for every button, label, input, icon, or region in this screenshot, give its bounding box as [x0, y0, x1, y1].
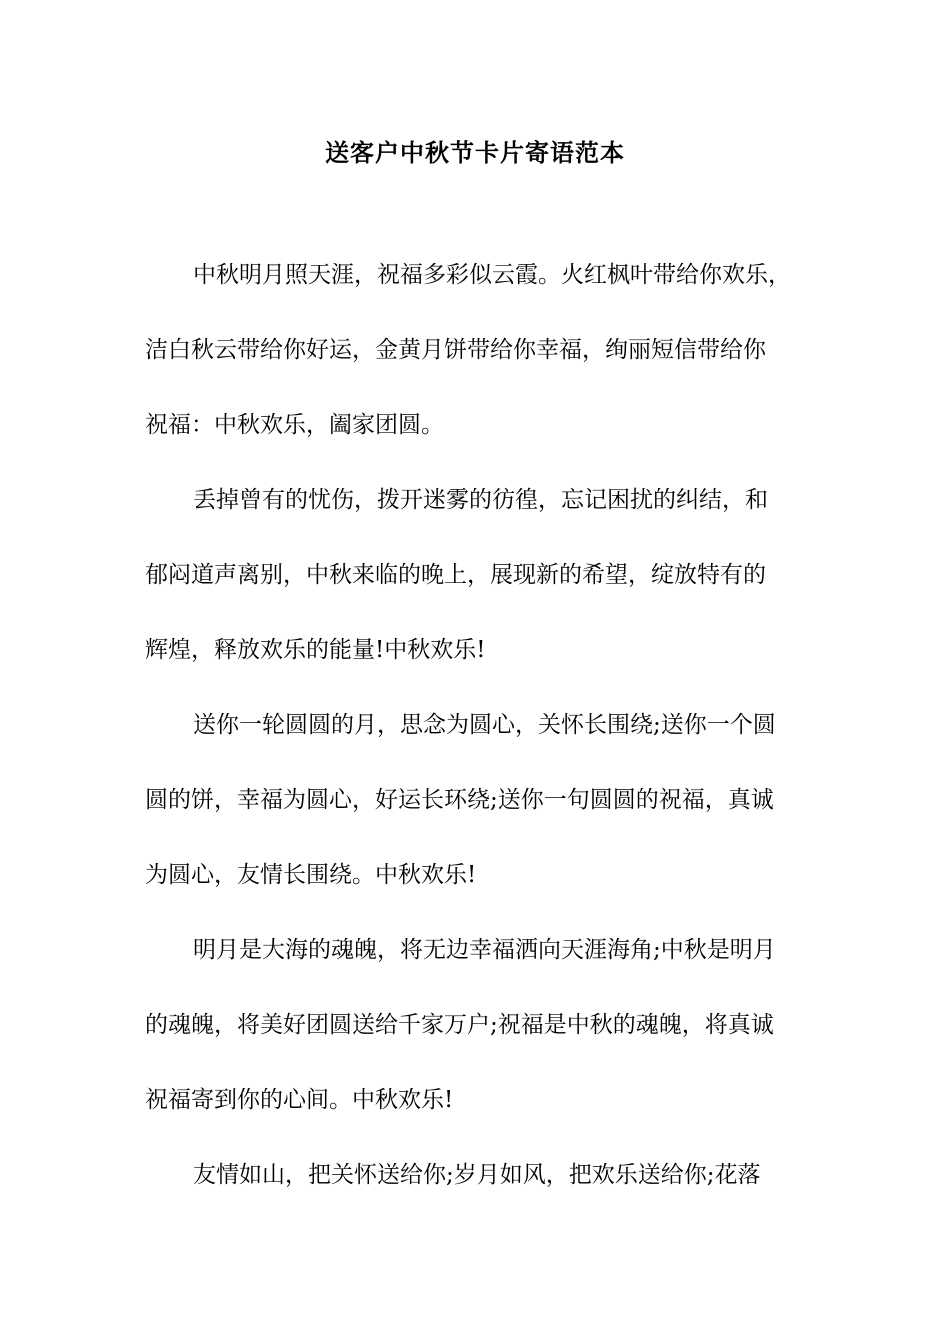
paragraph-2-line-3: 辉煌，释放欢乐的能量!中秋欢乐!: [145, 637, 486, 663]
paragraph-4-line-2: 的魂魄，将美好团圆送给千家万户;祝福是中秋的魂魄，将真诚: [145, 1012, 774, 1038]
paragraph-2-line-2: 郁闷道声离别，中秋来临的晚上，展现新的希望，绽放特有的: [145, 562, 766, 588]
paragraph-4-line-3: 祝福寄到你的心间。中秋欢乐!: [145, 1087, 454, 1113]
paragraph-1-line-1: 中秋明月照天涯，祝福多彩似云霞。火红枫叶带给你欢乐，: [193, 262, 791, 288]
paragraph-5-line-1: 友情如山，把关怀送给你;岁月如风，把欢乐送给你;花落: [193, 1162, 761, 1188]
paragraph-3-line-1: 送你一轮圆圆的月，思念为圆心，关怀长围绕;送你一个圆: [193, 712, 776, 738]
document-title: 送客户中秋节卡片寄语范本: [325, 138, 625, 167]
paragraph-1-line-2: 洁白秋云带给你好运，金黄月饼带给你幸福，绚丽短信带给你: [145, 337, 766, 363]
paragraph-2-line-1: 丢掉曾有的忧伤，拨开迷雾的彷徨，忘记困扰的纠结，和: [193, 487, 768, 513]
paragraph-3-line-3: 为圆心，友情长围绕。中秋欢乐!: [145, 862, 477, 888]
paragraph-4-line-1: 明月是大海的魂魄，将无边幸福洒向天涯海角;中秋是明月: [193, 937, 776, 963]
paragraph-1-line-3: 祝福：中秋欢乐，阖家团圆。: [145, 412, 444, 438]
paragraph-3-line-2: 圆的饼，幸福为圆心，好运长环绕;送你一句圆圆的祝福，真诚: [145, 787, 774, 813]
